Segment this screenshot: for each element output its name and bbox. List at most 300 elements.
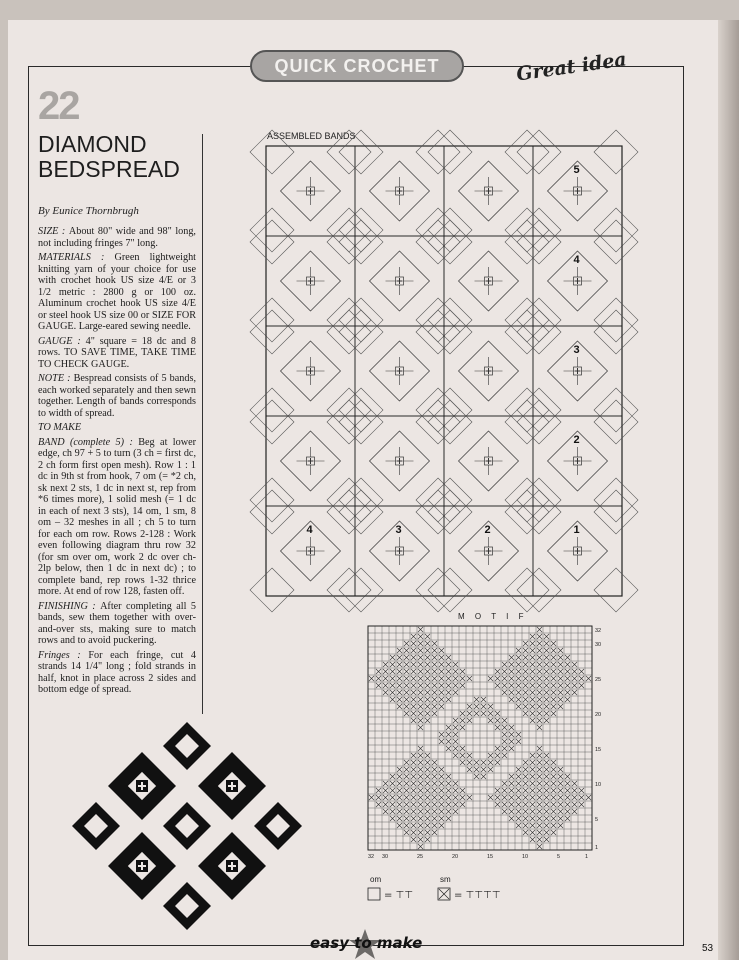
solid-mesh-cell <box>432 711 437 716</box>
solid-mesh-cell <box>558 774 563 779</box>
solid-mesh-cell <box>425 753 430 758</box>
solid-mesh-cell <box>537 795 542 800</box>
solid-mesh-cell <box>460 711 465 716</box>
solid-mesh-cell <box>572 683 577 688</box>
solid-mesh-cell <box>474 711 479 716</box>
solid-mesh-cell <box>523 683 528 688</box>
band-number: 2 <box>573 434 580 446</box>
instruction-paragraph <box>38 422 196 434</box>
solid-mesh-cell <box>418 844 423 849</box>
solid-mesh-cell <box>551 830 556 835</box>
solid-mesh-cell <box>579 788 584 793</box>
motif-row-label: 1 <box>595 845 599 851</box>
solid-mesh-cell <box>383 795 388 800</box>
solid-mesh-cell <box>565 788 570 793</box>
solid-mesh-cell <box>432 669 437 674</box>
solid-mesh-cell <box>397 697 402 702</box>
solid-mesh-cell <box>495 746 500 751</box>
solid-mesh-cell <box>446 669 451 674</box>
solid-mesh-cell <box>537 718 542 723</box>
solid-mesh-cell <box>537 788 542 793</box>
solid-mesh-cell <box>572 662 577 667</box>
band-number: 3 <box>573 344 580 356</box>
solid-mesh-cell <box>530 816 535 821</box>
solid-mesh-cell <box>502 718 507 723</box>
band-number: 4 <box>573 254 580 266</box>
solid-mesh-cell <box>383 781 388 786</box>
solid-mesh-cell <box>516 669 521 674</box>
solid-mesh-cell <box>425 774 430 779</box>
solid-mesh-cell <box>523 760 528 765</box>
solid-mesh-cell <box>397 662 402 667</box>
solid-mesh-cell <box>586 795 591 800</box>
solid-mesh-cell <box>390 788 395 793</box>
solid-mesh-cell <box>488 767 493 772</box>
solid-mesh-cell <box>537 809 542 814</box>
solid-mesh-cell <box>425 697 430 702</box>
solid-mesh-cell <box>530 795 535 800</box>
solid-mesh-cell <box>537 697 542 702</box>
solid-mesh-cell <box>523 781 528 786</box>
solid-mesh-cell <box>390 662 395 667</box>
solid-mesh-cell <box>467 676 472 681</box>
solid-mesh-cell <box>432 767 437 772</box>
solid-mesh-cell <box>439 676 444 681</box>
pattern-title: DIAMOND BEDSPREAD <box>38 131 180 182</box>
band-number: 3 <box>395 524 402 536</box>
solid-mesh-cell <box>572 676 577 681</box>
solid-mesh-cell <box>439 732 444 737</box>
solid-mesh-cell <box>495 802 500 807</box>
solid-mesh-cell <box>558 697 563 702</box>
solid-mesh-cell <box>509 732 514 737</box>
solid-mesh-cell <box>404 767 409 772</box>
solid-mesh-cell <box>376 676 381 681</box>
solid-mesh-cell <box>397 767 402 772</box>
solid-mesh-cell <box>551 760 556 765</box>
solid-mesh-cell <box>383 690 388 695</box>
solid-mesh-cell <box>411 683 416 688</box>
solid-mesh-cell <box>509 669 514 674</box>
solid-mesh-cell <box>446 683 451 688</box>
solid-mesh-cell <box>446 774 451 779</box>
solid-mesh-cell <box>558 788 563 793</box>
solid-mesh-cell <box>411 634 416 639</box>
solid-mesh-cell <box>530 823 535 828</box>
solid-mesh-cell <box>551 802 556 807</box>
solid-mesh-cell <box>390 802 395 807</box>
solid-mesh-cell <box>404 711 409 716</box>
solid-mesh-cell <box>516 802 521 807</box>
solid-mesh-cell <box>390 809 395 814</box>
solid-mesh-cell <box>509 746 514 751</box>
solid-mesh-cell <box>523 809 528 814</box>
solid-mesh-cell <box>439 683 444 688</box>
instruction-label: NOTE : <box>38 373 74 384</box>
solid-mesh-cell <box>418 781 423 786</box>
motif-row-label: 5 <box>595 817 599 823</box>
solid-mesh-cell <box>460 795 465 800</box>
stitch-key <box>368 874 508 908</box>
solid-mesh-cell <box>523 676 528 681</box>
instruction-label: GAUGE : <box>38 335 86 347</box>
instruction-paragraph <box>38 336 196 371</box>
solid-mesh-cell <box>425 655 430 660</box>
solid-mesh-cell <box>579 802 584 807</box>
solid-mesh-cell <box>544 683 549 688</box>
column-divider <box>202 134 203 714</box>
solid-mesh-cell <box>544 753 549 758</box>
solid-mesh-cell <box>565 774 570 779</box>
solid-mesh-cell <box>439 795 444 800</box>
solid-mesh-cell <box>411 676 416 681</box>
solid-mesh-cell <box>537 655 542 660</box>
assembled-motif <box>428 400 549 522</box>
solid-mesh-cell <box>453 802 458 807</box>
solid-mesh-cell <box>509 725 514 730</box>
solid-mesh-cell <box>509 739 514 744</box>
solid-mesh-cell <box>509 690 514 695</box>
instruction-label: Fringes : <box>38 649 89 661</box>
assembled-motif <box>339 400 460 522</box>
assembled-motif <box>339 490 460 612</box>
solid-mesh-cell <box>509 788 514 793</box>
solid-mesh-cell <box>530 690 535 695</box>
solid-mesh-cell <box>460 788 465 793</box>
solid-mesh-cell <box>411 753 416 758</box>
key-box <box>368 888 380 900</box>
solid-mesh-cell <box>425 816 430 821</box>
instructions-column <box>38 226 196 699</box>
assembled-motif <box>339 220 460 342</box>
assembled-motif <box>517 130 638 252</box>
motif-chart <box>368 626 608 866</box>
solid-mesh-cell <box>446 655 451 660</box>
solid-mesh-cell <box>551 704 556 709</box>
solid-mesh-cell <box>516 739 521 744</box>
solid-mesh-cell <box>460 669 465 674</box>
motif-col-label: 25 <box>417 854 424 860</box>
solid-mesh-cell <box>411 697 416 702</box>
solid-mesh-cell <box>439 669 444 674</box>
motif-row-label: 10 <box>595 782 602 788</box>
assembled-motif <box>250 400 371 522</box>
solid-mesh-cell <box>425 788 430 793</box>
solid-mesh-cell <box>509 774 514 779</box>
easy-to-make-banner: easy to make <box>310 934 423 952</box>
solid-mesh-cell <box>411 823 416 828</box>
solid-mesh-cell <box>516 648 521 653</box>
solid-mesh-cell <box>418 753 423 758</box>
solid-mesh-cell <box>495 753 500 758</box>
solid-mesh-cell <box>516 823 521 828</box>
solid-mesh-cell <box>383 809 388 814</box>
solid-mesh-cell <box>418 725 423 730</box>
solid-mesh-cell <box>509 816 514 821</box>
solid-mesh-cell <box>544 760 549 765</box>
solid-mesh-cell <box>558 669 563 674</box>
motif-col-label: 30 <box>382 854 389 860</box>
solid-mesh-cell <box>551 788 556 793</box>
solid-mesh-cell <box>383 662 388 667</box>
solid-mesh-cell <box>418 823 423 828</box>
solid-mesh-cell <box>579 683 584 688</box>
solid-mesh-cell <box>390 655 395 660</box>
motif-row-label: 15 <box>595 747 602 753</box>
solid-mesh-cell <box>453 676 458 681</box>
solid-mesh-cell <box>516 655 521 660</box>
solid-mesh-cell <box>425 802 430 807</box>
solid-mesh-cell <box>439 655 444 660</box>
solid-mesh-cell <box>376 802 381 807</box>
solid-mesh-cell <box>516 781 521 786</box>
solid-mesh-cell <box>558 767 563 772</box>
solid-mesh-cell <box>558 690 563 695</box>
solid-mesh-cell <box>495 683 500 688</box>
solid-mesh-cell <box>404 774 409 779</box>
solid-mesh-cell <box>481 697 486 702</box>
solid-mesh-cell <box>558 704 563 709</box>
pattern-author: By Eunice Thornbrugh <box>38 205 139 217</box>
solid-mesh-cell <box>537 641 542 646</box>
solid-mesh-cell <box>460 746 465 751</box>
solid-mesh-cell <box>565 816 570 821</box>
solid-mesh-cell <box>537 725 542 730</box>
solid-mesh-cell <box>509 697 514 702</box>
pattern-number: 22 <box>38 84 79 128</box>
solid-mesh-cell <box>383 683 388 688</box>
solid-mesh-cell <box>404 781 409 786</box>
solid-mesh-cell <box>432 697 437 702</box>
solid-mesh-cell <box>558 781 563 786</box>
solid-mesh-cell <box>418 718 423 723</box>
solid-mesh-cell <box>572 781 577 786</box>
solid-mesh-cell <box>544 697 549 702</box>
solid-mesh-cell <box>404 697 409 702</box>
solid-mesh-cell <box>432 676 437 681</box>
solid-mesh-cell <box>558 823 563 828</box>
solid-mesh-cell <box>390 781 395 786</box>
solid-mesh-cell <box>404 823 409 828</box>
solid-mesh-cell <box>383 802 388 807</box>
solid-mesh-cell <box>404 690 409 695</box>
solid-mesh-cell <box>418 704 423 709</box>
solid-mesh-cell <box>397 809 402 814</box>
solid-mesh-cell <box>558 655 563 660</box>
solid-mesh-cell <box>572 795 577 800</box>
instruction-paragraph <box>38 650 196 696</box>
solid-mesh-cell <box>460 753 465 758</box>
solid-mesh-cell <box>474 767 479 772</box>
solid-mesh-cell <box>439 704 444 709</box>
solid-mesh-cell <box>439 662 444 667</box>
solid-mesh-cell <box>558 795 563 800</box>
solid-mesh-cell <box>537 830 542 835</box>
solid-mesh-cell <box>495 760 500 765</box>
solid-mesh-cell <box>523 816 528 821</box>
motif-row-label: 20 <box>595 712 602 718</box>
solid-mesh-cell <box>425 767 430 772</box>
solid-mesh-cell <box>432 816 437 821</box>
solid-mesh-cell <box>467 711 472 716</box>
solid-mesh-cell <box>544 641 549 646</box>
solid-mesh-cell <box>537 662 542 667</box>
solid-mesh-cell <box>418 809 423 814</box>
solid-mesh-cell <box>537 837 542 842</box>
solid-mesh-cell <box>404 655 409 660</box>
motif-col-label: 10 <box>522 854 529 860</box>
solid-mesh-cell <box>537 816 542 821</box>
solid-mesh-cell <box>404 809 409 814</box>
solid-mesh-cell <box>481 760 486 765</box>
solid-mesh-cell <box>425 781 430 786</box>
solid-mesh-cell <box>390 669 395 674</box>
solid-mesh-cell <box>446 809 451 814</box>
solid-mesh-cell <box>551 683 556 688</box>
solid-mesh-cell <box>572 802 577 807</box>
solid-mesh-cell <box>516 816 521 821</box>
solid-mesh-cell <box>572 788 577 793</box>
solid-mesh-cell <box>404 788 409 793</box>
solid-mesh-cell <box>411 641 416 646</box>
solid-mesh-cell <box>537 676 542 681</box>
solid-mesh-cell <box>404 676 409 681</box>
solid-mesh-cell <box>453 725 458 730</box>
solid-mesh-cell <box>418 802 423 807</box>
solid-mesh-cell <box>383 669 388 674</box>
solid-mesh-cell <box>425 830 430 835</box>
solid-mesh-cell <box>509 795 514 800</box>
solid-mesh-cell <box>411 795 416 800</box>
solid-mesh-cell <box>544 704 549 709</box>
solid-mesh-cell <box>411 830 416 835</box>
solid-mesh-cell <box>411 788 416 793</box>
solid-mesh-cell <box>439 781 444 786</box>
solid-mesh-cell <box>446 746 451 751</box>
assembled-motif <box>250 130 371 252</box>
solid-mesh-cell <box>453 809 458 814</box>
solid-mesh-cell <box>390 816 395 821</box>
solid-mesh-cell <box>544 837 549 842</box>
solid-mesh-cell <box>411 711 416 716</box>
instruction-label: MATERIALS : <box>38 252 115 263</box>
solid-mesh-cell <box>404 816 409 821</box>
solid-mesh-cell <box>425 648 430 653</box>
solid-mesh-cell <box>551 676 556 681</box>
solid-mesh-cell <box>453 788 458 793</box>
solid-mesh-cell <box>418 641 423 646</box>
solid-mesh-cell <box>453 795 458 800</box>
solid-mesh-cell <box>439 648 444 653</box>
solid-mesh-cell <box>439 809 444 814</box>
solid-mesh-cell <box>439 767 444 772</box>
solid-mesh-cell <box>530 809 535 814</box>
solid-mesh-cell <box>537 774 542 779</box>
solid-mesh-cell <box>544 816 549 821</box>
solid-mesh-cell <box>530 760 535 765</box>
assembled-motif <box>517 490 638 612</box>
solid-mesh-cell <box>453 732 458 737</box>
solid-mesh-cell <box>523 669 528 674</box>
solid-mesh-cell <box>551 816 556 821</box>
solid-mesh-cell <box>495 795 500 800</box>
solid-mesh-cell <box>411 774 416 779</box>
solid-mesh-cell <box>411 662 416 667</box>
motif-col-label: 15 <box>487 854 494 860</box>
assembled-motif <box>517 400 638 522</box>
solid-mesh-cell <box>523 823 528 828</box>
solid-mesh-cell <box>530 648 535 653</box>
solid-mesh-cell <box>502 725 507 730</box>
solid-mesh-cell <box>551 767 556 772</box>
solid-mesh-cell <box>460 683 465 688</box>
assembled-motif <box>428 130 549 252</box>
solid-mesh-cell <box>397 802 402 807</box>
solid-mesh-cell <box>411 669 416 674</box>
solid-mesh-cell <box>432 690 437 695</box>
solid-mesh-cell <box>502 753 507 758</box>
solid-mesh-cell <box>460 725 465 730</box>
solid-mesh-cell <box>495 718 500 723</box>
solid-mesh-cell <box>523 662 528 667</box>
solid-mesh-cell <box>537 746 542 751</box>
solid-mesh-cell <box>467 718 472 723</box>
solid-mesh-cell <box>418 676 423 681</box>
solid-mesh-cell <box>425 795 430 800</box>
solid-mesh-cell <box>481 704 486 709</box>
solid-mesh-cell <box>537 781 542 786</box>
solid-mesh-cell <box>530 718 535 723</box>
solid-mesh-cell <box>411 767 416 772</box>
solid-mesh-cell <box>565 697 570 702</box>
solid-mesh-cell <box>481 774 486 779</box>
solid-mesh-cell <box>446 781 451 786</box>
solid-mesh-cell <box>425 704 430 709</box>
solid-mesh-cell <box>502 809 507 814</box>
solid-mesh-cell <box>425 690 430 695</box>
solid-mesh-cell <box>446 690 451 695</box>
solid-mesh-cell <box>551 711 556 716</box>
solid-mesh-cell <box>558 809 563 814</box>
solid-mesh-cell <box>516 704 521 709</box>
solid-mesh-cell <box>544 830 549 835</box>
solid-mesh-cell <box>411 655 416 660</box>
solid-mesh-cell <box>523 690 528 695</box>
solid-mesh-cell <box>467 767 472 772</box>
solid-mesh-cell <box>516 662 521 667</box>
solid-mesh-cell <box>502 676 507 681</box>
solid-mesh-cell <box>439 823 444 828</box>
solid-mesh-cell <box>516 732 521 737</box>
solid-mesh-cell <box>460 718 465 723</box>
instruction-text: After completing all 5 bands, sew them together with over-and-over sts, making sure to match rows and to avoid puckering. <box>38 600 196 646</box>
solid-mesh-cell <box>432 655 437 660</box>
solid-mesh-cell <box>474 704 479 709</box>
solid-mesh-cell <box>530 774 535 779</box>
solid-mesh-cell <box>537 753 542 758</box>
solid-mesh-cell <box>404 795 409 800</box>
solid-mesh-cell <box>418 746 423 751</box>
solid-mesh-cell <box>516 683 521 688</box>
solid-mesh-cell <box>376 683 381 688</box>
solid-mesh-cell <box>530 683 535 688</box>
solid-mesh-cell <box>404 648 409 653</box>
solid-mesh-cell <box>488 795 493 800</box>
solid-mesh-cell <box>439 690 444 695</box>
solid-mesh-cell <box>390 676 395 681</box>
solid-mesh-cell <box>425 711 430 716</box>
motif-row-label: 30 <box>595 642 602 648</box>
